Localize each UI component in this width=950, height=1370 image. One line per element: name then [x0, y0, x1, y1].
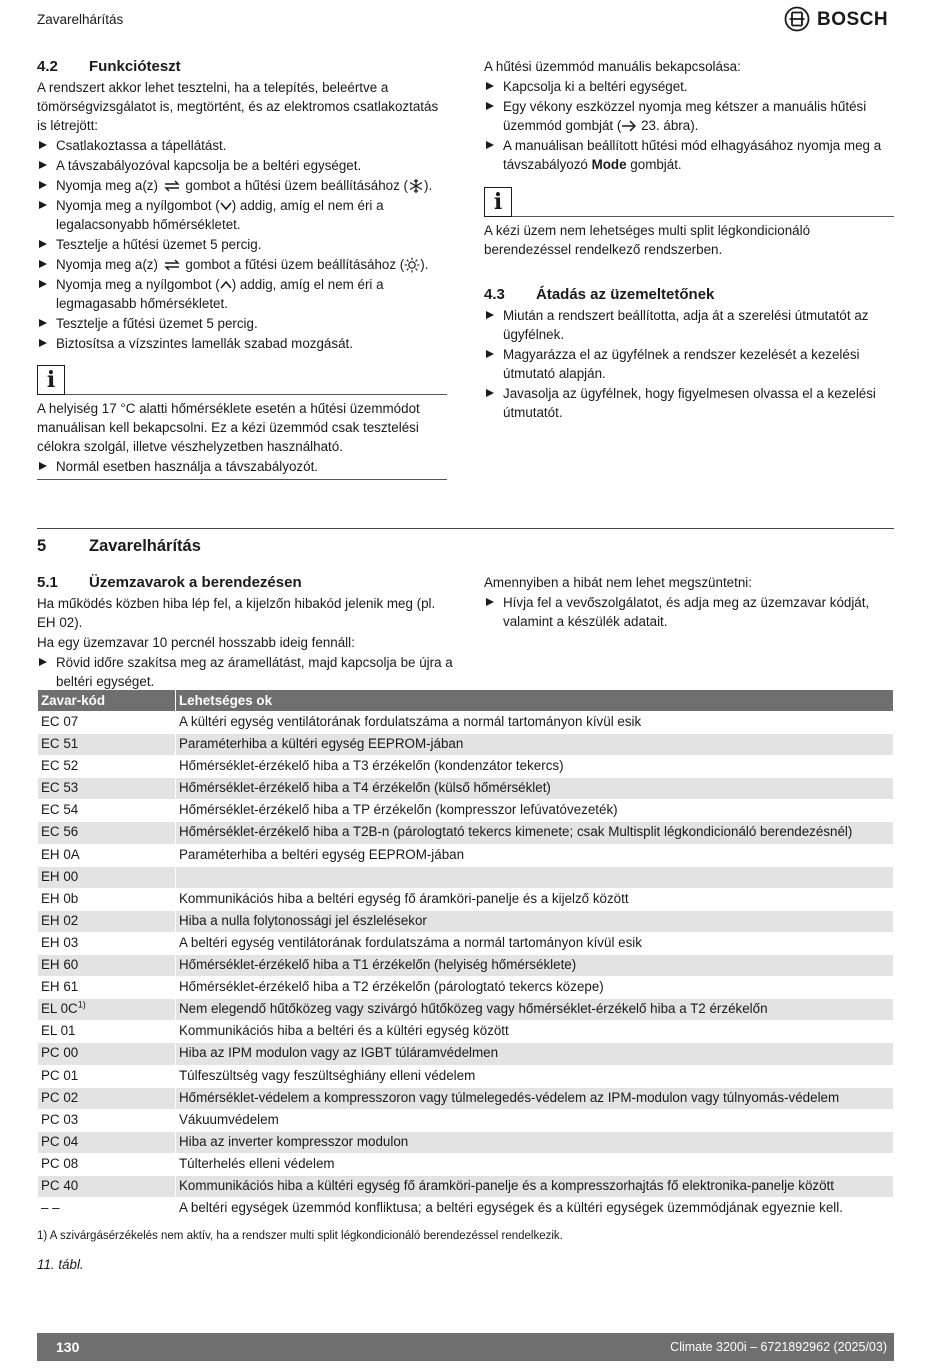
page-footer [37, 1333, 894, 1361]
fault-code-table [37, 689, 894, 1220]
chevron-up-icon [220, 279, 232, 291]
cause-cell: A kültéri egység ventilátorának fordulatszáma a normál tartományon kívül esik [176, 712, 894, 734]
fault-code-cell: PC 40 [38, 1175, 176, 1197]
list-item: A manuálisan beállított hűtési mód elhagyásához nyomja meg a távszabályozó Mode gombját. [484, 136, 894, 174]
cause-cell: Túlfeszültség vagy feszültséghiány elleni védelem [176, 1065, 894, 1087]
list-item: Nyomja meg a nyílgombot ( ) addig, amíg el nem éri a legalacsonyabb hőmérsékletet. [37, 196, 447, 234]
cause-cell: Kommunikációs hiba a beltéri és a kültéri egység között [176, 1021, 894, 1043]
list-item: Tesztelje a hűtési üzemet 5 percig. [37, 235, 447, 254]
section-divider [37, 528, 894, 529]
cause-cell: Vákuumvédelem [176, 1109, 894, 1131]
chapter-heading: 5 Zavarelhárítás [37, 537, 201, 555]
cause-cell: Hőmérséklet-érzékelő hiba a T3 érzékelőn (kondenzátor tekercs) [176, 756, 894, 778]
list-item: Biztosítsa a vízszintes lamellák szabad mozgását. [37, 334, 447, 353]
cause-cell: Hőmérséklet-érzékelő hiba a T2 érzékelőn (párologtató tekercs közepe) [176, 977, 894, 999]
fault-code-cell: EH 60 [38, 955, 176, 977]
list-item: Hívja fel a vevőszolgálatot, és adja meg az üzemzavar kódját, valamint a készülék adatait. [484, 593, 894, 631]
cause-cell: Hőmérséklet-védelem a kompresszoron vagy túlmelegedés-védelem az IPM-modulon vagy túlnyomás-védelem [176, 1087, 894, 1109]
table-row [38, 932, 894, 954]
list-item: Rövid időre szakítsa meg az áramellátást, majd kapcsolja be újra a beltéri egységet. [37, 653, 457, 691]
cause-cell: A beltéri egységek üzemmód konfliktusa; a beltéri egységek és a kültéri egységek üzemmódjának egyeznie kell. [176, 1198, 894, 1220]
table-row [38, 1109, 894, 1131]
fault-code-cell: EH 0b [38, 888, 176, 910]
column-header: Lehetséges ok [176, 690, 894, 712]
info-icon: i [37, 365, 65, 395]
info-text: A helyiség 17 °C alatti hőmérséklete esetén a hűtési üzemmódot manuálisan kell bekapcsolni. Ez a kézi üzemmód csak tesztelési célokra szolgál, illetve vészhelyzetben használható. [37, 401, 420, 454]
list-item: Miután a rendszert beállította, adja át a szerelési útmutatót az ügyfélnek. [484, 306, 894, 344]
info-icon: i [484, 187, 512, 217]
fault-code-cell: – – [38, 1198, 176, 1220]
cause-cell: Hőmérséklet-érzékelő hiba a T4 érzékelőn (külső hőmérséklet) [176, 778, 894, 800]
table-footnote: 1) A szivárgásérzékelés nem aktív, ha a rendszer multi split légkondicionáló berendezéssel rendelkezik. [37, 1230, 563, 1242]
section-4-2 [37, 57, 447, 480]
cause-cell: Paraméterhiba a beltéri egység EEPROM-jában [176, 844, 894, 866]
table-row [38, 1153, 894, 1175]
cause-cell: Nem elegendő hűtőközeg vagy szivárgó hűtőközeg vagy hőmérséklet-érzékelő hiba a T2 érzékelőn [176, 999, 894, 1021]
intro-text: A rendszert akkor lehet tesztelni, ha a telepítés, beleértve a tömörségvizsgálatot is, megtörtént, és az elektromos csatlakoztatás is létrejött: [37, 80, 439, 133]
list-item: Magyarázza el az ügyfélnek a rendszer kezelését a kezelési útmutató alapján. [484, 345, 894, 383]
list-item: Csatlakoztassa a tápellátást. [37, 136, 447, 155]
sun-icon [404, 257, 420, 273]
fault-code-cell: EC 54 [38, 800, 176, 822]
table-row [38, 955, 894, 977]
column-header: Zavar-kód [38, 690, 176, 712]
fault-code-cell: PC 02 [38, 1087, 176, 1109]
table-row [38, 866, 894, 888]
table-row [38, 1065, 894, 1087]
fault-code-cell: EH 03 [38, 932, 176, 954]
table-row [38, 800, 894, 822]
body-text: Ha egy üzemzavar 10 percnél hosszabb ideig fennáll: [37, 635, 355, 650]
table-header-row [38, 690, 894, 712]
page-number: 130 [56, 1338, 80, 1355]
table-body [38, 712, 894, 1220]
fault-code-cell: EC 52 [38, 756, 176, 778]
fault-code-cell: EC 07 [38, 712, 176, 734]
body-text: Ha működés közben hiba lép fel, a kijelzőn hibakód jelenik meg (pl. EH 02). [37, 596, 436, 630]
cause-cell: Kommunikációs hiba a kültéri egység fő áramköri-panelje és a kompresszorhajtás fő elektronika-panelje között [176, 1175, 894, 1197]
fault-code-cell: EC 56 [38, 822, 176, 844]
table-row [38, 844, 894, 866]
cause-cell: Hőmérséklet-érzékelő hiba a T1 érzékelőn (helyiség hőmérséklete) [176, 955, 894, 977]
footnote-marker: 1) [77, 999, 86, 1010]
info-box [37, 365, 447, 480]
info-box [484, 187, 894, 259]
fault-code-cell: EC 53 [38, 778, 176, 800]
section-heading: 4.3 Átadás az üzemeltetőnek [484, 286, 715, 303]
list-item: Egy vékony eszközzel nyomja meg kétszer a manuális hűtési üzemmód gombját ( 23. ábra). [484, 97, 894, 135]
fault-code-cell: EC 51 [38, 734, 176, 756]
table-row [38, 778, 894, 800]
section-heading: 4.2 Funkcióteszt [37, 58, 181, 75]
mode-cycle-icon [162, 179, 182, 193]
step-list [37, 136, 447, 353]
brand-name: BOSCH [817, 8, 889, 30]
cause-cell: Paraméterhiba a kültéri egység EEPROM-jában [176, 734, 894, 756]
fault-code-cell: PC 04 [38, 1131, 176, 1153]
bosch-armature-icon [784, 6, 810, 32]
list-item: Tesztelje a fűtési üzemet 5 percig. [37, 314, 447, 333]
cause-cell: Hiba a nulla folytonossági jel észlelésekor [176, 910, 894, 932]
list-item: A távszabályozóval kapcsolja be a beltéri egységet. [37, 156, 447, 175]
table-row [38, 734, 894, 756]
document-id: Climate 3200i – 6721892962 (2025/03) [670, 1339, 887, 1354]
table-row [38, 1131, 894, 1153]
list-item: Nyomja meg a(z) gombot a fűtési üzem beállításához ( ). [37, 255, 447, 274]
cause-cell: Hőmérséklet-érzékelő hiba a T2B-n (párologtató tekercs kimenete; csak Multisplit légkondicionáló berendezésnél) [176, 822, 894, 844]
snowflake-icon [408, 178, 424, 194]
fault-code-cell: EL 01 [38, 1021, 176, 1043]
fault-code-cell: EH 00 [38, 866, 176, 888]
manual-steps [484, 77, 894, 174]
fault-code-cell: PC 08 [38, 1153, 176, 1175]
table-row [38, 1043, 894, 1065]
fault-code-cell: EH 61 [38, 977, 176, 999]
running-header: Zavarelhárítás [37, 12, 124, 27]
cause-cell [176, 866, 894, 888]
table-row [38, 1087, 894, 1109]
fault-code-cell: PC 00 [38, 1043, 176, 1065]
section-5-heading-wrap [37, 537, 894, 556]
table-row [38, 756, 894, 778]
section-5-1 [37, 573, 457, 692]
fault-code-cell: PC 01 [38, 1065, 176, 1087]
info-text: A kézi üzem nem lehetséges multi split légkondicionáló berendezéssel rendelkező rendszerben. [484, 223, 811, 257]
table-caption: 11. tábl. [37, 1257, 84, 1272]
arrow-right-icon [621, 120, 637, 132]
chevron-down-icon [220, 200, 232, 212]
fault-code-cell: EH 0A [38, 844, 176, 866]
list-item: Normál esetben használja a távszabályozót. [37, 457, 447, 476]
mode-cycle-icon [162, 258, 182, 272]
handover-list [484, 306, 894, 422]
list-item: Nyomja meg a nyílgombot ( ) addig, amíg el nem éri a legmagasabb hőmérsékletet. [37, 275, 447, 313]
body-text: Amennyiben a hibát nem lehet megszüntetni: [484, 575, 752, 590]
table-row [38, 1021, 894, 1043]
table-row [38, 977, 894, 999]
table-row [38, 999, 894, 1021]
section-heading: 5.1 Üzemzavarok a berendezésen [37, 574, 302, 591]
table-row [38, 910, 894, 932]
list-item: Nyomja meg a(z) gombot a hűtési üzem beállításához ( ). [37, 176, 447, 195]
table-row [38, 712, 894, 734]
table-row [38, 1175, 894, 1197]
table-row [38, 1198, 894, 1220]
fault-code-cell: EH 02 [38, 910, 176, 932]
cause-cell: Kommunikációs hiba a beltéri egység fő áramköri-panelje és a kijelző között [176, 888, 894, 910]
fault-code-cell: PC 03 [38, 1109, 176, 1131]
list-item: Javasolja az ügyfélnek, hogy figyelmesen olvassa el a kezelési útmutatót. [484, 384, 894, 422]
section-5-1-right [484, 573, 894, 632]
list-item: Kapcsolja ki a beltéri egységet. [484, 77, 894, 96]
cause-cell: Hőmérséklet-érzékelő hiba a TP érzékelőn (kompresszor lefúvatóvezeték) [176, 800, 894, 822]
bosch-logo [784, 6, 888, 32]
table-row [38, 888, 894, 910]
table-row [38, 822, 894, 844]
right-column [484, 57, 894, 423]
cause-cell: A beltéri egység ventilátorának fordulatszáma a normál tartományon kívül esik [176, 932, 894, 954]
cause-cell: Hiba az inverter kompresszor modulon [176, 1131, 894, 1153]
cause-cell: Túlterhelés elleni védelem [176, 1153, 894, 1175]
manual-mode-title: A hűtési üzemmód manuális bekapcsolása: [484, 59, 741, 74]
fault-code-cell: EL $0C^{1)}$ [38, 999, 176, 1021]
cause-cell: Hiba az IPM modulon vagy az IGBT túláramvédelmen [176, 1043, 894, 1065]
